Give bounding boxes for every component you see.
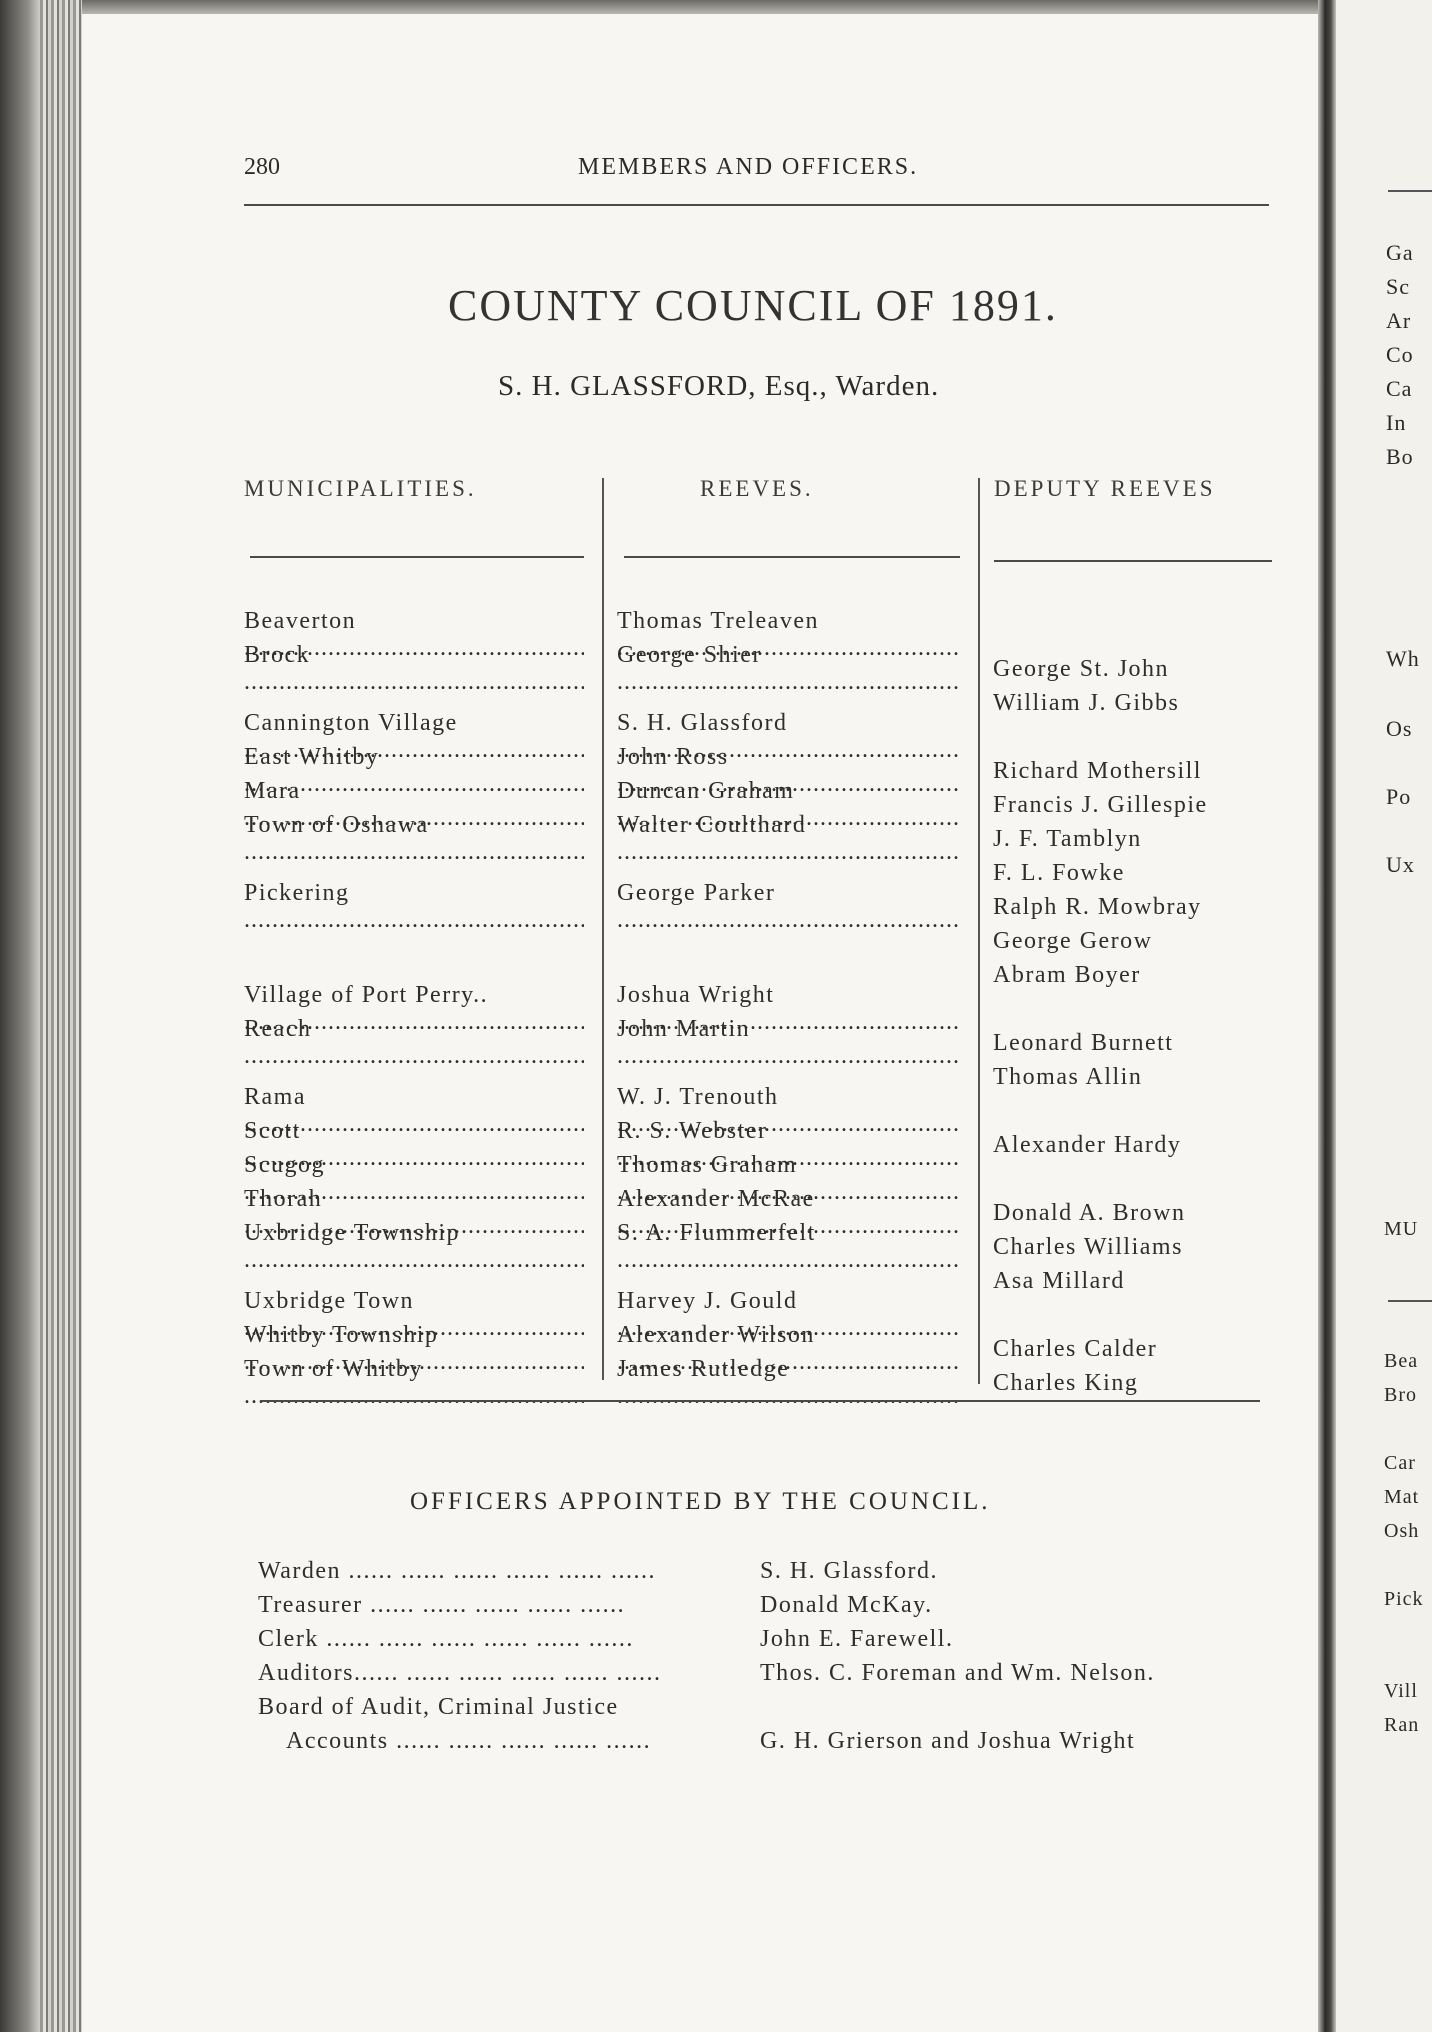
page-title: COUNTY COUNCIL OF 1891.: [448, 281, 1058, 330]
municipality-name: East Whitby .....: [244, 744, 584, 798]
deputy-reeve-name: George Gerow: [993, 928, 1153, 954]
officer-name: S. H. Glassford.: [760, 1558, 938, 1584]
deputy-reeve-name: Alexander Hardy: [993, 1132, 1182, 1158]
deputy-reeve-name: Thomas Allin: [993, 1064, 1143, 1090]
municipality-name: Scugog .....: [244, 1152, 584, 1206]
reeve-name: Duncan Graham .....: [617, 778, 960, 832]
facing-page-rule: [1388, 190, 1432, 192]
facing-page-edge: [1336, 0, 1432, 2032]
deputy-reeve-name: Asa Millard: [993, 1268, 1125, 1294]
reeve-name: George Shier .....: [617, 642, 960, 696]
facing-page-fragment: Vill: [1384, 1680, 1418, 1702]
header-underline-reeves: [624, 556, 960, 558]
reeve-name: Harvey J. Gould .....: [617, 1288, 960, 1342]
deputy-reeve-name: F. L. Fowke: [993, 860, 1125, 886]
page-number: 280: [244, 154, 280, 180]
deputy-reeve-name: Ralph R. Mowbray: [993, 894, 1202, 920]
deputy-reeve-name: George St. John: [993, 656, 1170, 682]
facing-page-fragment: Co: [1386, 342, 1414, 367]
municipality-name: Cannington Village .....: [244, 710, 584, 764]
running-head: MEMBERS AND OFFICERS.: [578, 154, 919, 180]
municipality-name: Village of Port Perry.. .....: [244, 982, 584, 1036]
facing-page-fragment: Pick: [1384, 1588, 1424, 1610]
reeve-name: S. H. Glassford .....: [617, 710, 960, 764]
officers-heading: OFFICERS APPOINTED BY THE COUNCIL.: [410, 1488, 991, 1515]
header-rule: [244, 204, 1269, 206]
facing-page-fragment: MU: [1384, 1218, 1419, 1240]
header-underline-deputy-reeves: [994, 560, 1272, 562]
facing-page-fragment: Sc: [1386, 274, 1410, 299]
municipality-name: Town of Oshawa .....: [244, 812, 584, 866]
reeve-name: S. A. Flummerfelt .....: [617, 1220, 960, 1274]
facing-page-fragment: Ux: [1386, 852, 1415, 877]
officer-name: John E. Farewell.: [760, 1626, 954, 1652]
officer-title: Treasurer ...... ...... ...... ...... ......: [258, 1592, 626, 1618]
reeve-name: Joshua Wright .....: [617, 982, 960, 1036]
deputy-reeve-name: Francis J. Gillespie: [993, 792, 1208, 818]
facing-page-fragment: In: [1386, 410, 1407, 435]
officer-title: Accounts ...... ...... ...... ...... ......: [286, 1728, 652, 1754]
municipality-name: Scott .....: [244, 1118, 584, 1172]
facing-page-fragment: Car: [1384, 1452, 1416, 1474]
municipality-name: Town of Whitby .....: [244, 1356, 584, 1410]
facing-page-fragment: Po: [1386, 784, 1412, 809]
municipality-name: Uxbridge Town .....: [244, 1288, 584, 1342]
facing-page-fragment: Osh: [1384, 1520, 1420, 1542]
municipality-name: Whitby Township .....: [244, 1322, 584, 1376]
officer-title: Auditors...... ...... ...... ...... ...... ......: [258, 1660, 662, 1686]
reeve-name: Alexander McRae .....: [617, 1186, 960, 1240]
reeve-name: John Martin .....: [617, 1016, 960, 1070]
warden-subtitle: S. H. GLASSFORD, Esq., Warden.: [498, 370, 940, 402]
municipality-name: Uxbridge Township .....: [244, 1220, 584, 1274]
table-bottom-rule: [260, 1400, 1260, 1402]
deputy-reeve-name: Abram Boyer: [993, 962, 1141, 988]
municipality-name: Rama .....: [244, 1084, 584, 1138]
header-underline-municipalities: [250, 556, 584, 558]
facing-page-fragment: Bro: [1384, 1384, 1417, 1406]
officer-title: Clerk ...... ...... ...... ...... ...... ......: [258, 1626, 634, 1652]
column-header-reeves: REEVES.: [700, 476, 814, 501]
facing-page-fragment: Ran: [1384, 1714, 1420, 1736]
municipality-name: Beaverton .....: [244, 608, 584, 662]
reeve-name: R. S. Webster .....: [617, 1118, 960, 1172]
municipality-name: Thorah .....: [244, 1186, 584, 1240]
reeve-name: James Rutledge .....: [617, 1356, 960, 1410]
reeve-name: Walter Coulthard .....: [617, 812, 960, 866]
deputy-reeve-name: Charles Williams: [993, 1234, 1183, 1260]
column-header-municipalities: MUNICIPALITIES.: [244, 476, 477, 501]
column-divider-left: [602, 478, 604, 1380]
facing-page-fragment: Bo: [1386, 444, 1414, 469]
facing-page-fragment: Mat: [1384, 1486, 1420, 1508]
reeve-name: W. J. Trenouth .....: [617, 1084, 960, 1138]
officer-name: Thos. C. Foreman and Wm. Nelson.: [760, 1660, 1155, 1686]
municipality-name: Reach .....: [244, 1016, 584, 1070]
facing-page-fragment: Bea: [1384, 1350, 1419, 1372]
facing-page-fragment: Wh: [1386, 646, 1420, 671]
reeve-name: Thomas Graham .....: [617, 1152, 960, 1206]
column-divider-right: [978, 478, 980, 1384]
facing-page-table-rule: [1388, 1300, 1432, 1302]
deputy-reeve-name: Charles Calder: [993, 1336, 1158, 1362]
deputy-reeve-name: Donald A. Brown: [993, 1200, 1186, 1226]
deputy-reeve-name: J. F. Tamblyn: [993, 826, 1142, 852]
column-header-deputy-reeves: DEPUTY REEVES: [994, 476, 1216, 501]
municipality-name: Brock .....: [244, 642, 584, 696]
facing-page-fragment: Os: [1386, 716, 1413, 741]
deputy-reeve-name: William J. Gibbs: [993, 690, 1180, 716]
reeve-name: John Ross .....: [617, 744, 960, 798]
municipality-name: Pickering .....: [244, 880, 584, 934]
facing-page-fragment: Ca: [1386, 376, 1413, 401]
facing-page-fragment: Ar: [1386, 308, 1412, 333]
reeve-name: Thomas Treleaven .....: [617, 608, 960, 662]
deputy-reeve-name: Charles King: [993, 1370, 1139, 1396]
officer-name: G. H. Grierson and Joshua Wright: [760, 1728, 1136, 1754]
officer-title: Board of Audit, Criminal Justice: [258, 1694, 619, 1720]
officer-title: Warden ...... ...... ...... ...... ...... ......: [258, 1558, 657, 1584]
deputy-reeve-name: Richard Mothersill: [993, 758, 1202, 784]
page-gutter: [1318, 0, 1336, 2032]
officer-name: Donald McKay.: [760, 1592, 933, 1618]
facing-page-fragment: Ga: [1386, 240, 1414, 265]
reeve-name: Alexander Wilson .....: [617, 1322, 960, 1376]
reeve-name: George Parker .....: [617, 880, 960, 934]
deputy-reeve-name: Leonard Burnett: [993, 1030, 1174, 1056]
municipality-name: Mara .....: [244, 778, 584, 832]
